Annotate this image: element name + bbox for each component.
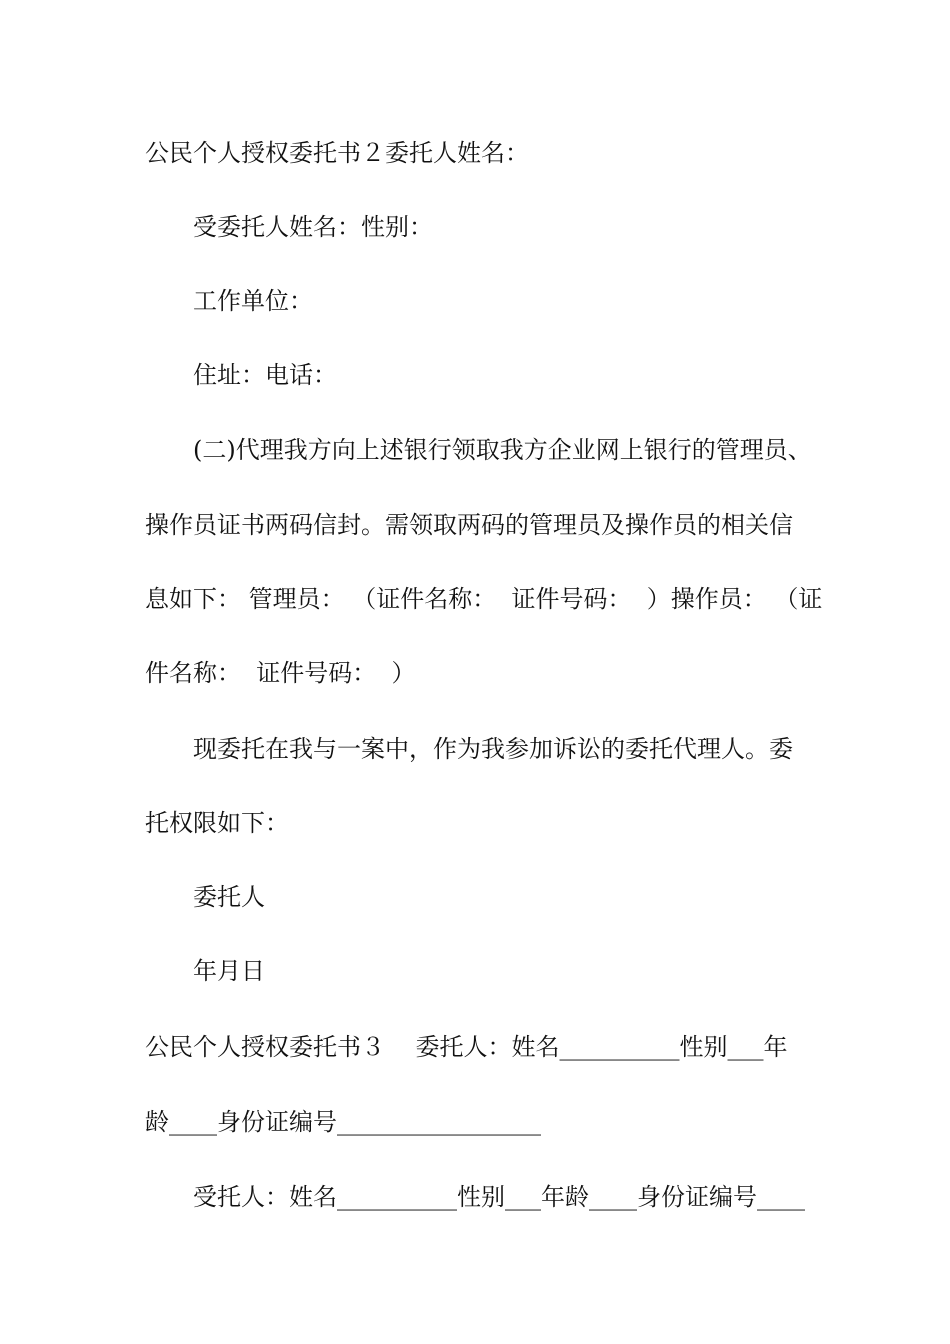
doc-line-title-2: 公民个人授权委托书２委托人姓名： <box>145 139 529 167</box>
doc-line-paragraph-2-cont1: 操作员证书两码信封。需领取两码的管理员及操作员的相关信 <box>145 511 793 539</box>
doc-line-trustee-name: 受委托人姓名：性别： <box>193 213 433 241</box>
doc-line-delegation: 现委托在我与一案中，作为我参加诉讼的委托代理人。委 <box>193 735 793 763</box>
doc-line-address-phone: 住址：电话： <box>193 361 337 389</box>
doc-line-paragraph-2-start: (二)代理我方向上述银行领取我方企业网上银行的管理员、 <box>193 436 812 464</box>
doc-line-paragraph-2-cont2: 息如下： 管理员： （证件名称： 证件号码： ）操作员： （证 <box>145 585 823 613</box>
doc-line-age-id: 龄____身份证编号_________________ <box>145 1108 541 1136</box>
doc-line-agent: 受托人：姓名__________性别___年龄____身份证编号____ <box>193 1183 805 1211</box>
doc-line-delegation-cont: 托权限如下： <box>145 809 289 837</box>
doc-line-paragraph-2-cont3: 件名称： 证件号码： ） <box>145 659 416 687</box>
doc-line-principal: 委托人 <box>193 883 265 911</box>
doc-line-work-unit: 工作单位： <box>193 287 313 315</box>
doc-line-title-3: 公民个人授权委托书３ 委托人：姓名__________性别___年 <box>145 1033 788 1061</box>
doc-line-date: 年月日 <box>193 957 265 985</box>
